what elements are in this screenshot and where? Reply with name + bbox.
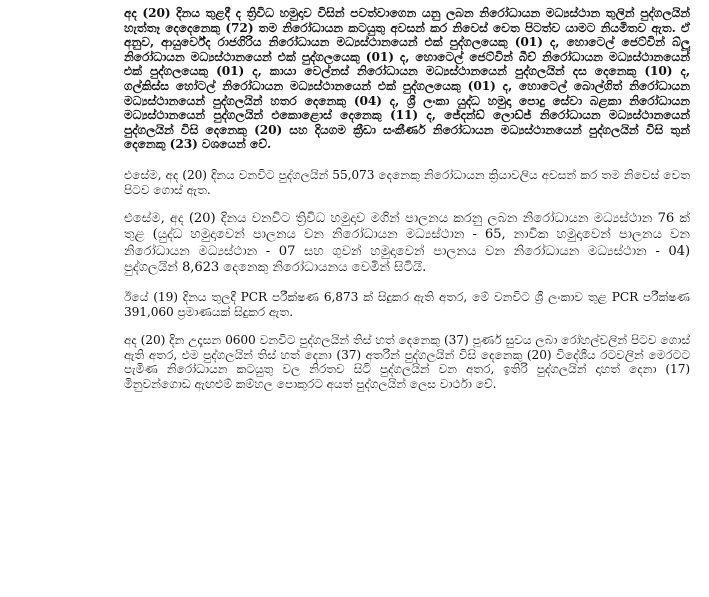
document-page bbox=[124, 6, 690, 406]
paragraph-pcr-tests: ඊයේ (19) දිනය තුලදී PCR පරීක්ෂණ 6,873 ක් සිදුකර ඇති අතර, මේ වනවිට ශ්‍රී ලංකාව තුළ PCR පරීක්ෂණ 391,060 ප්‍රමාණයක් සිදුකර ඇත. bbox=[124, 289, 690, 319]
paragraph-completed-quarantine: එසේම, අද (20) දිනය වනවිට පුද්ගලයින් 55,073 දෙනෙකු නිරෝධායන ක්‍රියාවලිය අවසන් කර තම නිවෙස් වෙත පිටව ගොස් ඇත. bbox=[124, 167, 690, 197]
paragraph-quarantine-release: අද (20) දිනය තුළදී ද ත්‍රිවිධ හමුදාව විසින් පවත්වාගෙන යනු ලබන නිරෝධායන මධ්‍යස්ථාන තුලින් පුද්ගලයින් හැත්තෑ දෙදෙනෙකු (72) තම නිරෝධායන කටයුතු අවසන් කර නිවෙස් වෙත පිටත්ව යාමට නියමිතව ඇත. ඒ අනුව, ආයුර්වේද රාජගිරිය නිරෝධායන මධ්‍යස්ථානයෙන් එක් පුද්ගලයෙකු (01) ද, හොටෙල් ජෙට්වින් බ්ලූ නිරෝධායන මධ්‍යස්ථානයෙන් එක් පුද්ගලයෙකු (01) ද, හොටෙල් ජෙට්වින් බීච් නිරෝධායන මධ්‍යස්ථානයෙන් එක් පුද්ගලයෙකු (01) ද, කායා වෙල්නස් නිරෝධායන මධ්‍යස්ථානයෙන් පුද්ගලයින් දස දෙනෙකු (10) ද, ගල්කිස්ස හෝටල් නිරෝධායන මධ්‍යස්ථානයෙන් එක් පුද්ගලයෙකු (01) ද, හොටෙල් බොල්ගිත් නිරෝධායන මධ්‍යස්ථානයෙන් පුද්ගලයින් හතර දෙනෙකු (04) ද, ශ්‍රී ලංකා යුද්ධ හමුදා පොදු සේවා බළකා නිරෝධායන මධ්‍යස්ථානයෙන් පුද්ගලයින් එකොළොස් දෙනෙකු (11) ද, ජේදන්ඩ් ලොඩ්ජ් නිරෝධායන මධ්‍යස්ථානයෙන් පුද්ගලයින් විසි දෙනෙකු (20) සහ දියගම ක්‍රීඩා සංකීර්ණ නිරෝධායන මධ්‍යස්ථානයෙන් පුද්ගලයින් විසි තුන් දෙනෙකු (23) වශයෙන් වේ. bbox=[124, 6, 690, 152]
paragraph-recoveries: අද (20) දින උදෑසන 0600 වනවිට පුද්ගලයින් තිස් හත් දෙනෙකු (37) පූර්ණ සුවය ලබා රෝහල්වලින් පිටව ගොස් ඇති අතර, එම පුද්ගලයින් තිස් හත් දෙනා (37) අතරින් පුද්ගලයින් විසි දෙනෙකු (20) විදේශීය රටවලින් මෙරටට පැමිණ නිරෝධායන කටයුතු වල නිරතව සිටි පුද්ගලයින් වන අතර, ඉතිරි පුද්ගලයින් දාහත් දෙනා (17) මිනුවන්ගොඩ ඇඟළුම් කම්හල පොකුරට අයත් පුද්ගලයින් ලෙස වාර්ථා වේ. bbox=[124, 333, 690, 391]
paragraph-quarantine-centres: එසේම, අද (20) දිනය වනවිට ත්‍රිවිධ හමුදාව මගින් පාලනය කරනු ලබන නිරෝධායන මධ්‍යස්ථාන 76 ක් තුළ (යුද්ධ හමුදාවෙන් පාලනය වන නිරෝධායන මධ්‍යස්ථාන - 65, නාවික හමුදාවෙන් පාලනය වන නිරෝධායන මධ්‍යස්ථාන - 07 සහ ගුවන් හමුදාවෙන් පාලනය වන නිරෝධායන මධ්‍යස්ථාන - 04) පුද්ගලයින් 8,623 දෙනෙකු නිරෝධායනය වෙමින් සිටියි. bbox=[124, 211, 690, 275]
